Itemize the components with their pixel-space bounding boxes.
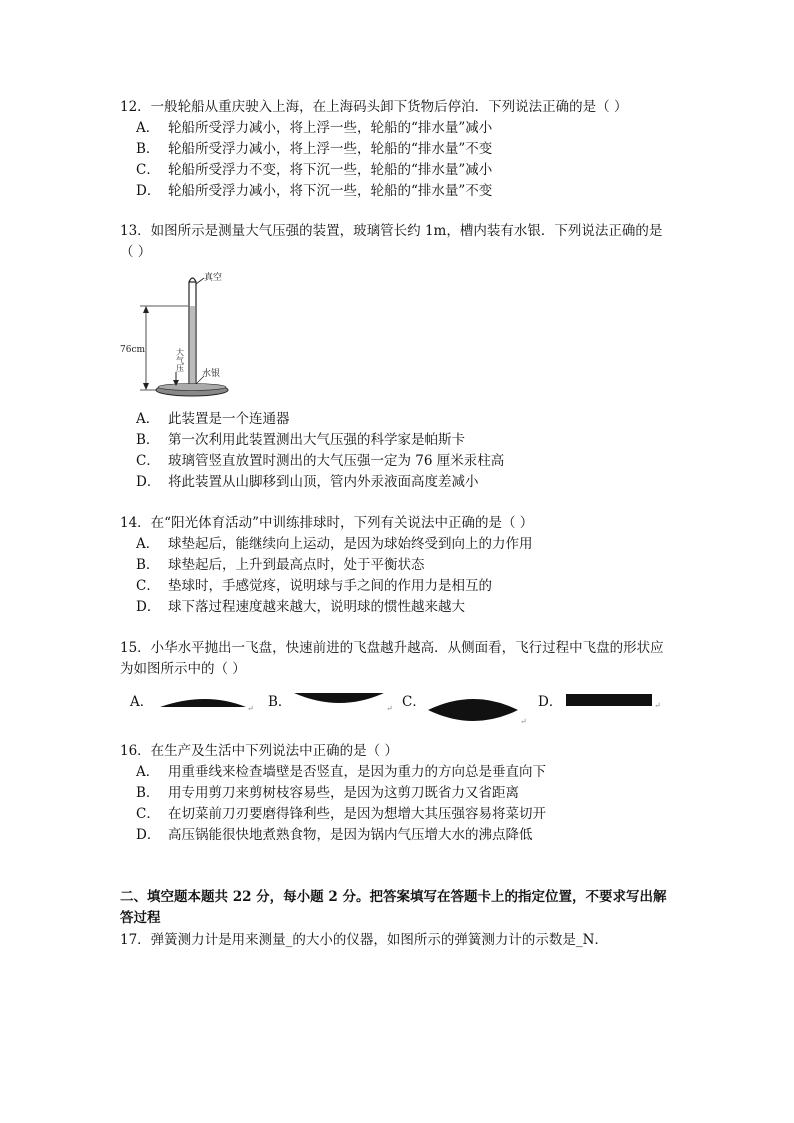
q15-choice-d-label: D．: [538, 694, 563, 710]
q16-option-a-letter: A．: [136, 764, 160, 780]
q13-option-b-letter: B．: [136, 432, 160, 448]
q14-stem: 14．在“阳光体育活动”中训练排球时，下列有关说法中正确的是（ ）: [120, 515, 534, 531]
vacuum-label: 真空: [204, 273, 223, 283]
q14-option-c: 垫球时，手感觉疼，说明球与手之间的作用力是相互的: [168, 578, 492, 594]
pressure-label: 大气压: [175, 348, 185, 372]
q12-option-a-letter: A．: [136, 120, 160, 136]
q16-option-a: 用重垂线来检查墙壁是否竖直，是因为重力的方向总是垂直向下: [168, 764, 546, 780]
q15-choice-b-label: B．: [268, 694, 292, 710]
q13-stem-line1: 13．如图所示是测量大气压强的装置，玻璃管长约 1m，槽内装有水银．下列说法正确的是: [120, 223, 663, 239]
q14-option-d-letter: D．: [136, 599, 161, 615]
mercury-label: 水银: [202, 369, 221, 379]
trough-surface: [158, 384, 226, 391]
q12-option-a: 轮船所受浮力减小，将上浮一些，轮船的“排水量”减小: [168, 120, 493, 136]
q16-option-d-letter: D．: [136, 827, 161, 843]
section2-heading-line2: 答过程: [120, 910, 161, 926]
q12-option-c: 轮船所受浮力不变，将下沉一些，轮船的“排水量”减小: [168, 162, 493, 178]
mercury-column: [190, 306, 195, 392]
height-label: 76cm: [120, 345, 146, 355]
q14-option-d: 球下落过程速度越来越大，说明球的惯性越来越大: [168, 599, 465, 615]
q13-stem-line2: （ ）: [120, 244, 152, 260]
q15-stem-line1: 15．小华水平抛出一飞盘，快速前进的飞盘越升越高．从侧面看，飞行过程中飞盘的形状应: [120, 640, 664, 656]
q12-option-c-letter: C．: [136, 162, 160, 178]
q13-option-a-letter: A．: [136, 411, 160, 427]
q14-option-a: 球垫起后，能继续向上运动，是因为球始终受到向上的力作用: [168, 536, 533, 552]
q13-option-a: 此装置是一个连通器: [168, 411, 290, 427]
q14-option-b: 球垫起后，上升到最高点时，处于平衡状态: [168, 557, 425, 573]
arrow-head-up: [143, 306, 149, 313]
q16-option-c-letter: C．: [136, 806, 160, 822]
q13-option-c-letter: C．: [136, 453, 160, 469]
q13-option-d-letter: D．: [136, 474, 161, 490]
svg-text:↵: ↵: [654, 701, 661, 710]
q16-option-b: 用专用剪刀来剪树枝容易些，是因为这剪刀既省力又省距离: [168, 785, 519, 801]
q12-option-b: 轮船所受浮力减小，将上浮一些，轮船的“排水量”不变: [168, 141, 493, 157]
disc-shape-b: [292, 689, 396, 715]
q13-option-c: 玻璃管竖直放置时测出的大气压强一定为 76 厘米汞柱高: [168, 453, 505, 469]
arrow-head-down: [143, 383, 149, 390]
q16-option-d: 高压锅能很快地煮熟食物，是因为锅内气压增大水的沸点降低: [168, 827, 533, 843]
q17-stem: 17．弹簧测力计是用来测量_的大小的仪器，如图所示的弹簧测力计的示数是_N．: [120, 932, 608, 948]
svg-text:↵: ↵: [247, 704, 254, 713]
disc-shape-d: [564, 692, 664, 712]
q15-choice-a-label: A．: [130, 694, 154, 710]
q14-option-c-letter: C．: [136, 578, 160, 594]
disc-shape-c: [426, 696, 530, 726]
svg-text:↵: ↵: [520, 717, 527, 726]
svg-text:↵: ↵: [386, 704, 393, 713]
q13-option-d: 将此装置从山脚移到山顶，管内外汞液面高度差减小: [168, 474, 479, 490]
q14-option-b-letter: B．: [136, 557, 160, 573]
q12-option-d-letter: D．: [136, 183, 161, 199]
q13-option-b: 第一次利用此装置测出大气压强的科学家是帕斯卡: [168, 432, 465, 448]
barometer-figure: [118, 268, 258, 400]
q12-option-b-letter: B．: [136, 141, 160, 157]
q12-stem: 12．一般轮船从重庆驶入上海，在上海码头卸下货物后停泊．下列说法正确的是（ ）: [120, 99, 628, 115]
vacuum-leader: [196, 278, 204, 284]
q16-option-b-letter: B．: [136, 785, 160, 801]
q15-choice-c-label: C．: [402, 694, 426, 710]
section2-heading-line1: 二、填空题本题共 22 分，每小题 2 分。把答案填写在答题卡上的指定位置，不要求写出解: [120, 889, 667, 905]
tube-top: [189, 278, 196, 282]
q14-option-a-letter: A．: [136, 536, 160, 552]
disc-shape-a: [158, 689, 258, 713]
q12-option-d: 轮船所受浮力减小，将下沉一些，轮船的“排水量”不变: [168, 183, 493, 199]
q16-stem: 16．在生产及生活中下列说法中正确的是（ ）: [120, 743, 398, 759]
q16-option-c: 在切菜前刀刃要磨得锋利些，是因为想增大其压强容易将菜切开: [168, 806, 546, 822]
q15-stem-line2: 为如图所示中的（ ）: [120, 661, 246, 677]
